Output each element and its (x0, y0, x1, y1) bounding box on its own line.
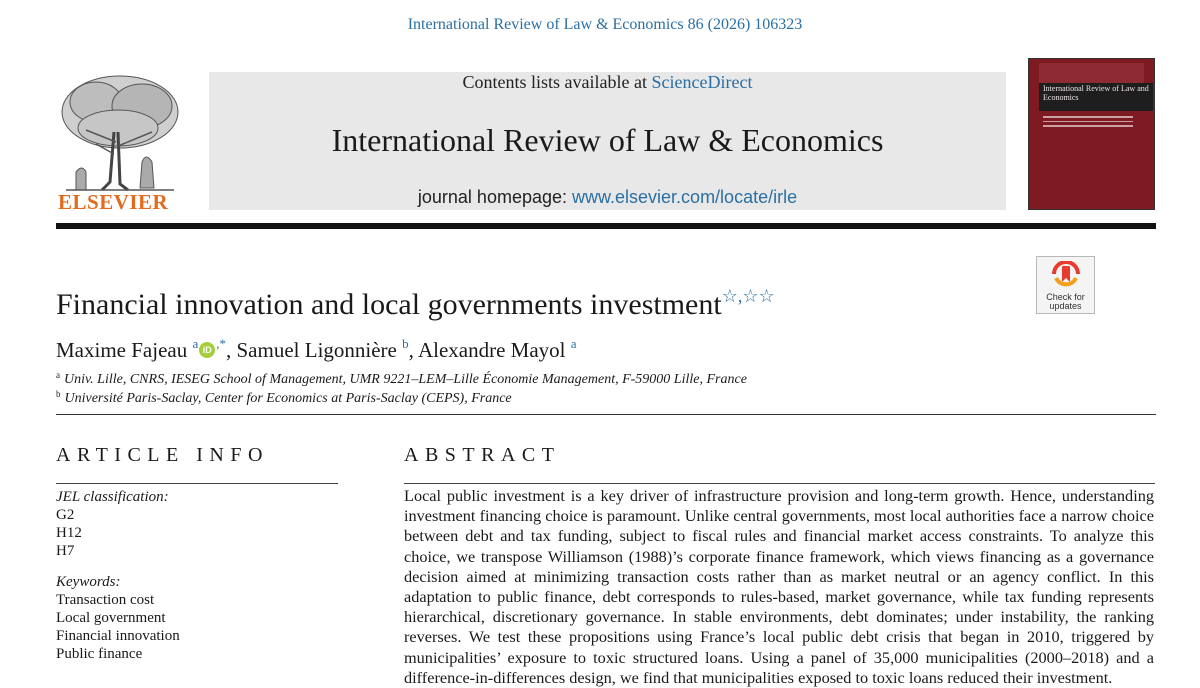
author-name[interactable]: Alexandre Mayol (417, 338, 566, 362)
article-info-panel (56, 488, 180, 663)
orcid-icon[interactable]: iD (199, 342, 215, 358)
affiliation-mark[interactable]: a (570, 336, 577, 351)
article-title-line (56, 286, 775, 322)
journal-title: International Review of Law & Economics (331, 122, 884, 158)
contents-lists-line (209, 72, 1006, 93)
abstract-heading: ABSTRACT (404, 444, 561, 466)
affiliations-rule (56, 414, 1156, 415)
header-rule (56, 223, 1156, 229)
affiliation-mark: b (56, 389, 61, 399)
contents-prefix: Contents lists available at (462, 72, 647, 92)
affiliation-mark[interactable]: a (192, 336, 199, 351)
abstract-rule (404, 483, 1155, 484)
keyword: Transaction cost (56, 592, 155, 608)
keyword: Public finance (56, 646, 143, 662)
elsevier-wordmark[interactable]: ELSEVIER (58, 190, 169, 214)
keyword: Financial innovation (56, 628, 180, 644)
article-info-heading: ARTICLE INFO (56, 444, 269, 466)
article-title: Financial innovation and local governments investment (56, 288, 722, 321)
journal-banner (209, 72, 1006, 210)
cover-text-lines (1043, 116, 1133, 130)
jel-code: H12 (56, 525, 82, 541)
affiliation-mark[interactable]: b (402, 336, 409, 351)
jel-code: G2 (56, 507, 75, 523)
keywords-label: Keywords: (56, 574, 121, 590)
author-list: Maxime Fajeau $^a$ iD ,*, Samuel Ligonnière $^b$, Alexandre Mayol $^a$ (56, 336, 577, 362)
check-updates-line1: Check for (1046, 292, 1085, 302)
corresponding-mark[interactable]: ,* (216, 336, 226, 351)
affiliation-text: Univ. Lille, CNRS, IESEG School of Management, UMR 9221–LEM–Lille Économie Management, F-59000 Lille, France (64, 372, 747, 387)
jel-code: H7 (56, 543, 75, 559)
affiliation-mark: a (56, 370, 60, 380)
affiliation-a (56, 370, 747, 388)
homepage-link[interactable]: www.elsevier.com/locate/irle (572, 187, 798, 207)
check-updates-icon (1051, 261, 1081, 293)
journal-citation[interactable]: International Review of Law & Economics 86 (2026) 106323 (407, 16, 803, 33)
jel-label: JEL classification: (56, 489, 169, 505)
title-footnote-marks[interactable]: ☆,☆☆ (721, 286, 775, 306)
affiliation-text: Université Paris-Saclay, Center for Economics at Paris-Saclay (CEPS), France (64, 391, 512, 406)
keyword: Local government (56, 610, 166, 626)
article-info-rule (56, 483, 338, 484)
sciencedirect-link[interactable]: ScienceDirect (651, 72, 753, 92)
cover-title: International Review of Law and Economics (1039, 83, 1153, 111)
check-updates-line2: updates (1049, 301, 1082, 311)
abstract-text: Local public investment is a key driver of infrastructure provision and long-term growth. Hence, understanding investment financing choice is paramount. Unlike central governments, most local authorities face a narrow choice between debt and tax funding, subject to fiscal rules and financial market access constraints. To analyze this choice, we transpose Williamson (1988)’s corporate finance framework, which views financing as a governance decision aimed at minimizing transaction costs rather than as market neutral or an agency conflict. In this adaptation to public finance, debt corresponds to rules-based, market governance, while tax funding represents hierarchical, discretionary governance. In stable environments, debt dominates; under instability, the ranking reverses. We test these propositions using France’s local public debt crisis that began in 2010, triggered by municipalities’ exposure to toxic structured loans. Using a panel of 35,000 municipalities (2000–2018) and a difference-in-differences design, we find that municipalities exposed to toxic loans reduced their investment. (404, 486, 1154, 687)
check-for-updates-button[interactable] (1036, 256, 1095, 314)
author-name[interactable]: Samuel Ligonnière (236, 338, 397, 362)
journal-cover[interactable] (1028, 58, 1155, 210)
homepage-prefix: journal homepage: (417, 187, 567, 207)
affiliation-b (56, 389, 512, 407)
journal-homepage-line (209, 187, 1006, 208)
author-name[interactable]: Maxime Fajeau (56, 338, 188, 362)
